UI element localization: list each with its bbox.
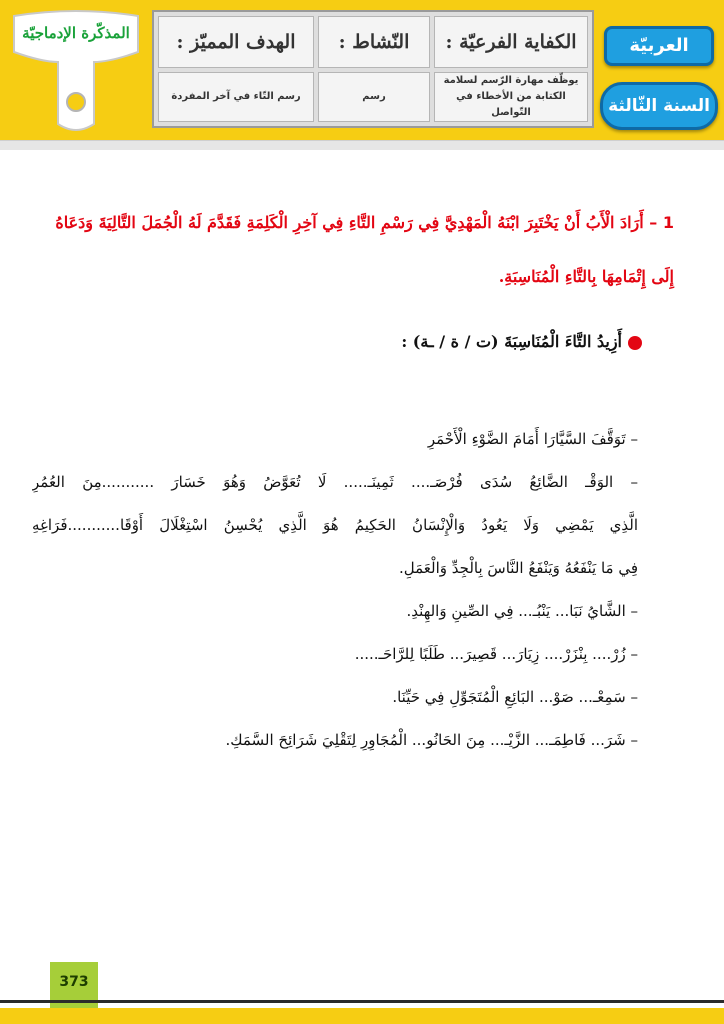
brand-logo	[6, 6, 146, 136]
competency-text: يوظّف مهارة الرّسم لسلامة الكتابة من الأخطاء في التّواصل	[434, 72, 588, 122]
bullet-icon	[628, 336, 642, 350]
exercise-line: – زُرْ.... بِنْزَرْ.... زِيَارَ... قَصِيرَ... طَلَبًا لِلرَّاحَـ.....	[354, 645, 638, 663]
footer-divider	[0, 1000, 724, 1003]
footer-band	[0, 1008, 724, 1024]
exercise-line: – تَوَقَّفَ السَّيَّارَا أَمَامَ الضَّوْءِ الْأَحْمَرِ	[427, 430, 638, 448]
exercise-list	[32, 418, 638, 762]
activity-title: النّشاط :	[318, 16, 430, 68]
exercise-line: الَّذِي يَمْضِي وَلَا يَعُودُ وَالْإِنْسَانُ الحَكِيمُ هُوَ الَّذِي يُحْسِنُ اسْتِغْلَالَ أَوْقَا...........فَرَاغِهِ	[32, 516, 638, 534]
question-prompt	[28, 196, 674, 304]
task-instruction	[120, 322, 642, 362]
objective-text: رسم التّاء في آخر المفردة	[158, 72, 314, 122]
logo-text: المذكّرة الإدماجيّة	[22, 24, 130, 42]
activity-text: رسم	[318, 72, 430, 122]
exercise-line: – الوَقْـ الضَّائِعُ سُدَى فُرْصَـ.... ثَمِينَـ..... لَا تُعَوَّضُ وَهُوَ خَسَارَ ...........مِنَ العُمُرِ	[32, 473, 638, 491]
page-number: 373	[50, 962, 98, 1008]
header-info-table	[152, 10, 594, 128]
task-text: أَزِيدُ التَّاءَ الْمُنَاسِبَةَ (ت / ة / ـة) :	[401, 332, 622, 351]
page-header	[0, 0, 724, 140]
exercise-line: فِي مَا يَنْفَعُهُ وَيَنْفَعُ النَّاسَ بِالْجِدِّ وَالْعَمَلِ.	[398, 559, 638, 577]
question-text: أَرَادَ الْأَبُ أَنْ يَخْتَبِرَ ابْنَهُ الْمَهْدِيَّ فِي رَسْمِ التَّاءِ فِي آخِرِ الْكَلِمَةِ فَقَدَّمَ لَهُ الْجُمَلَ التَّالِيَةَ وَدَعَاهُ إِلَى إِتْمَامِهَا بِالتَّاءِ الْمُنَاسِبَةِ.	[55, 213, 674, 286]
year-badge: السنة الثّالثة	[600, 82, 718, 130]
competency-title: الكفاية الفرعيّة :	[434, 16, 588, 68]
exercise-line: – سَمِعْـ... صَوْ... البَائِعِ الْمُتَجَوِّلِ فِي حَيِّنَا.	[392, 688, 638, 706]
objective-title: الهدف المميّز :	[158, 16, 314, 68]
question-number: 1 –	[649, 213, 674, 232]
header-divider	[0, 140, 724, 150]
exercise-line: – شَرَ... فَاطِمَـ... الزَّيْـ... مِنَ الحَانُو... الْمُجَاوِرِ لِتَقْلِيَ شَرَائِحَ السَّمَكِ.	[225, 731, 638, 749]
exercise-line: – الشَّايُ نَبَا... يَنْبُـ... فِي الصِّينِ وَالهِنْدِ.	[406, 602, 638, 620]
subject-badge: العربيّة	[604, 26, 714, 66]
